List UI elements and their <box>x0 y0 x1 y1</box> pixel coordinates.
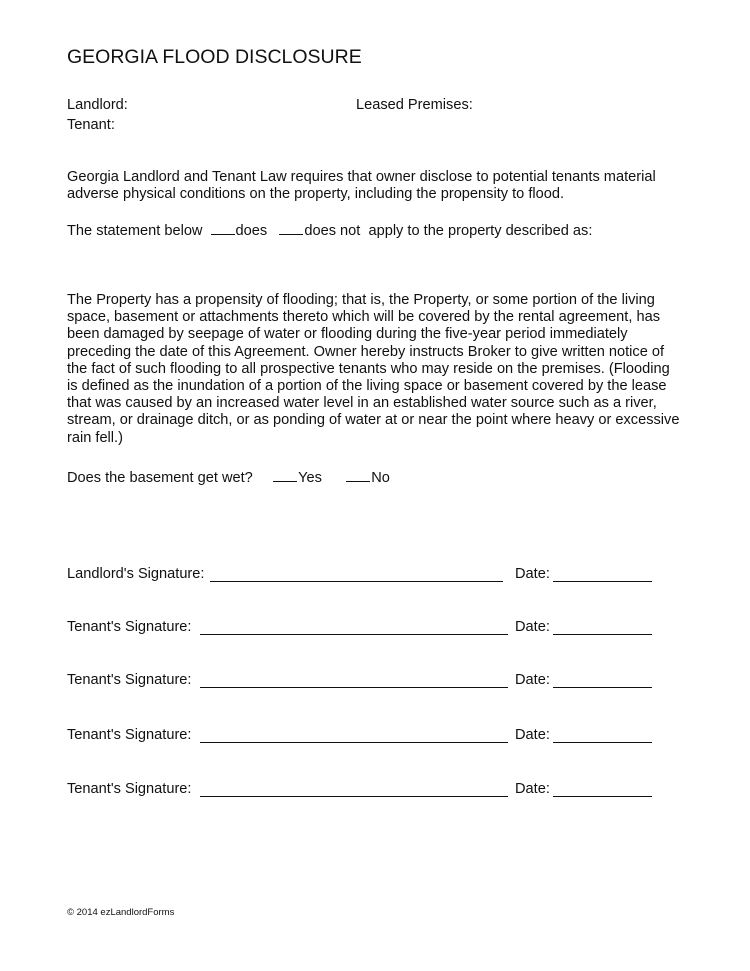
intro-line: Georgia Landlord and Tenant Law requires that owner disclose to potential tenants material <box>67 169 656 185</box>
yes-blank[interactable] <box>273 469 297 482</box>
tenant-signature-row <box>67 727 667 747</box>
date-line[interactable] <box>553 634 652 635</box>
signature-line[interactable] <box>200 634 508 635</box>
intro-paragraph <box>67 169 656 203</box>
intro-line: adverse physical conditions on the property, including the propensity to flood. <box>67 186 565 203</box>
body-line: preceding the date of this Agreement. Owner hereby instructs Broker to give written notice of <box>67 343 665 360</box>
yes-option: Yes <box>298 470 322 486</box>
date-line[interactable] <box>553 742 652 743</box>
no-blank[interactable] <box>346 469 370 482</box>
date-line[interactable] <box>553 687 652 688</box>
copyright-footer: © 2014 ezLandlordForms <box>67 907 175 918</box>
signature-label: Tenant's Signature: <box>67 727 192 743</box>
landlord-label: Landlord: <box>67 97 128 113</box>
body-line: The Property has a propensity of flooding; that is, the Property, or some portion of the living <box>67 292 655 308</box>
body-line: the fact of such flooding to all prospective tenants who may reside on the premises. (Flooding <box>67 360 670 377</box>
tenant-signature-row <box>67 672 667 692</box>
signature-line[interactable] <box>210 581 503 582</box>
basement-question-line <box>67 469 390 486</box>
date-label: Date: <box>515 619 550 635</box>
body-line: is defined as the inundation of a portion of the living space or basement covered by the lease <box>67 378 667 395</box>
signature-line[interactable] <box>200 687 508 688</box>
body-line: stream, or drainage ditch, or as ponding of water at or near the point where heavy or excessive <box>67 412 680 429</box>
signature-label: Tenant's Signature: <box>67 781 192 797</box>
body-line: that was caused by an increased water level in an established water source such as a river, <box>67 395 657 412</box>
date-label: Date: <box>515 727 550 743</box>
does-not-option: does not <box>304 223 361 239</box>
does-blank[interactable] <box>211 222 235 235</box>
flood-definition-paragraph <box>67 292 679 447</box>
signature-line[interactable] <box>200 796 508 797</box>
tenant-signature-row <box>67 619 667 639</box>
does-not-blank[interactable] <box>279 222 303 235</box>
leased-premises-label: Leased Premises: <box>356 97 473 113</box>
document-title: GEORGIA FLOOD DISCLOSURE <box>67 46 362 68</box>
date-line[interactable] <box>553 796 652 797</box>
does-option: does <box>235 223 268 239</box>
statement-suffix: apply to the property described as: <box>360 223 593 239</box>
signature-line[interactable] <box>200 742 508 743</box>
date-label: Date: <box>515 672 550 688</box>
signature-label: Tenant's Signature: <box>67 672 192 688</box>
date-label: Date: <box>515 566 550 582</box>
tenant-label: Tenant: <box>67 117 115 133</box>
basement-question: Does the basement get wet? <box>67 470 253 486</box>
landlord-signature-row <box>67 566 667 586</box>
statement-prefix: The statement below <box>67 223 207 239</box>
body-line: rain fell.) <box>67 429 123 446</box>
body-line: space, basement or attachments thereto which will be covered by the rental agreement, has <box>67 309 660 326</box>
body-line: been damaged by seepage of water or flooding during the five-year period immediately <box>67 326 628 343</box>
statement-line <box>67 222 592 239</box>
tenant-signature-row <box>67 781 667 801</box>
no-option: No <box>371 470 390 486</box>
date-label: Date: <box>515 781 550 797</box>
signature-label: Tenant's Signature: <box>67 619 192 635</box>
date-line[interactable] <box>553 581 652 582</box>
signature-label: Landlord's Signature: <box>67 566 205 582</box>
